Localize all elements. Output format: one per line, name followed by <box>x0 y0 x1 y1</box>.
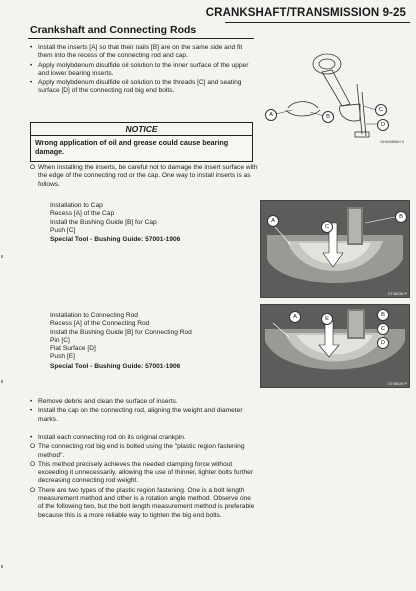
closing-bullet: • Install the cap on the connecting rod, aligning the weight and diameter marks. <box>30 407 243 423</box>
figure-label-a: A <box>289 311 301 323</box>
special-tool: Special Tool - Bushing Guide: 57001-1906 <box>50 236 181 244</box>
final-item: • Install each connecting rod on its original crankpin. <box>30 434 186 441</box>
rod-step: Push [E] <box>50 353 75 361</box>
subsection-title: Crankshaft and Connecting Rods <box>30 24 197 36</box>
figure-label-b: B <box>377 309 389 321</box>
intro-bullets <box>30 44 252 97</box>
installation-note: O When installing the inserts, be careful not to damage the insert surface with the edge of the connecting rod or the cap. One way to install inserts is as follows. <box>30 164 258 188</box>
notice-body: Wrong application of oil and grease could cause bearing damage. <box>35 138 229 156</box>
cap-step: Installation to Cap <box>50 202 103 209</box>
rod-step: Pin [C] <box>50 336 70 344</box>
special-tool: Special Tool - Bushing Guide: 57001-1906 <box>50 362 181 370</box>
final-item: O The connecting rod big end is bolted using the "plastic region fastening method". <box>30 443 245 459</box>
final-items <box>30 434 256 521</box>
figure-label-c: C <box>321 221 333 233</box>
figure-cap-photo <box>260 200 410 298</box>
final-item: O There are two types of the plastic region fastening. One is a bolt length measurement method and other is a rotation angle method. Observe one of the following two, but the bolt length measurement method is preferable because this is a more reliable way to tighten the big end bolts. <box>30 486 255 519</box>
closing-bullet: • Remove debris and clean the surface of inserts. <box>30 398 178 405</box>
figure-code: GH54088AH S <box>380 140 404 144</box>
intro-bullet: • Apply molybdenum disulfide oil solution to the threads [C] and seating surface [D] of the connecting rod big end bolts. <box>30 79 242 95</box>
notice-title: NOTICE <box>31 123 252 136</box>
connecting-rod-drawing <box>262 44 408 148</box>
rod-step: Flat Surface [D] <box>50 345 96 353</box>
section-title: CRANKSHAFT/TRANSMISSION 9-25 <box>205 7 406 19</box>
closing-bullets <box>30 398 256 425</box>
intro-bullet: • Apply molybdenum disulfide oil solution to the inner surface of the upper and lower bearing inserts. <box>30 61 249 77</box>
cap-procedure <box>50 202 250 244</box>
figure-rod-photo <box>260 304 410 388</box>
rod-procedure <box>50 312 250 371</box>
cap-photo-drawing <box>261 201 409 297</box>
figure-label-c: C <box>375 104 387 116</box>
header-rule <box>28 38 254 39</box>
page-edge-marks <box>0 0 8 591</box>
cap-step: Recess [A] of the Cap <box>50 210 115 218</box>
figure-label-a: A <box>267 215 279 227</box>
notice-box <box>30 122 253 162</box>
figure-label-d: D <box>377 337 389 349</box>
figure-code: GT08039 P <box>387 382 407 386</box>
figure-label-d: D <box>377 119 389 131</box>
cap-step: Push [C] <box>50 226 76 234</box>
figure-code: GT08038 P <box>387 292 407 296</box>
header-rule-top <box>225 22 410 23</box>
figure-label-c: C <box>377 323 389 335</box>
rod-step: Installation to Connecting Rod <box>50 312 138 319</box>
figure-label-b: B <box>395 211 407 223</box>
cap-step: Install the Bushing Guide [B] for Cap <box>50 218 157 226</box>
figure-label-b: B <box>322 111 334 123</box>
figure-label-e: E <box>321 313 333 325</box>
intro-bullet: • Install the inserts [A] so that their nails [B] are on the same side and fit them into the recess of the connecting rod and cap. <box>30 44 243 60</box>
rod-step: Install the Bushing Guide [B] for Connecting Rod <box>50 328 192 336</box>
figure-connecting-rod-diagram <box>262 44 408 148</box>
figure-label-a: A <box>265 109 277 121</box>
rod-step: Recess [A] of the Connecting Rod <box>50 320 150 328</box>
final-item: O This method precisely achieves the needed clamping force without exceeding it unnecessarily, allowing the use of thinner, lighter bolts further decreasing connecting rod weight. <box>30 460 254 485</box>
